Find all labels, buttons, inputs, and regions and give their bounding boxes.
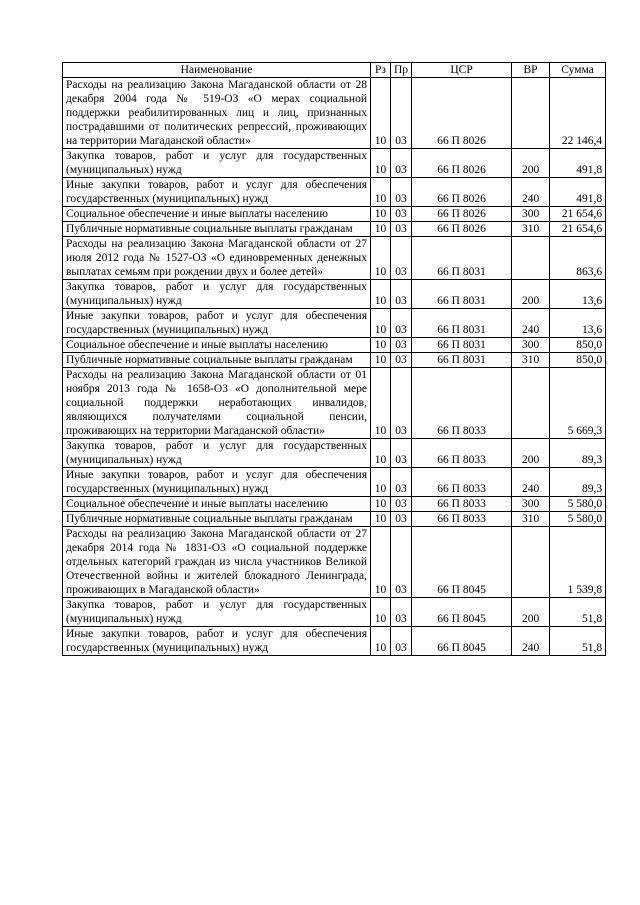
row-rz: 10 (371, 468, 391, 497)
table-row (63, 280, 606, 309)
header-sum: Сумма (550, 63, 606, 78)
row-csr: 66 П 8026 (412, 207, 512, 222)
row-pr: 03 (391, 468, 412, 497)
row-pr: 03 (391, 78, 412, 149)
row-name: Социальное обеспечение и иные выплаты населению (63, 207, 371, 222)
row-sum: 22 146,4 (550, 78, 606, 149)
row-name: Закупка товаров, работ и услуг для государственных (муниципальных) нужд (63, 439, 371, 468)
header-rz: Рз (371, 63, 391, 78)
row-pr: 03 (391, 497, 412, 512)
row-name: Расходы на реализацию Закона Магаданской области от 27 декабря 2014 года № 1831-ОЗ «О социальной поддержке отдельных категорий граждан из числа участников Великой Отечественной войны и жителей блокадного Ленинграда, проживающих в Магаданской области» (63, 527, 371, 598)
row-csr: 66 П 8033 (412, 512, 512, 527)
row-pr: 03 (391, 149, 412, 178)
row-csr: 66 П 8026 (412, 178, 512, 207)
row-name: Закупка товаров, работ и услуг для государственных (муниципальных) нужд (63, 598, 371, 627)
row-rz: 10 (371, 309, 391, 338)
row-csr: 66 П 8033 (412, 497, 512, 512)
row-rz: 10 (371, 237, 391, 280)
row-name: Социальное обеспечение и иные выплаты населению (63, 497, 371, 512)
row-sum: 863,6 (550, 237, 606, 280)
row-rz: 10 (371, 497, 391, 512)
budget-table (62, 62, 606, 656)
row-sum: 850,0 (550, 338, 606, 353)
row-csr: 66 П 8026 (412, 149, 512, 178)
budget-page (62, 62, 606, 656)
row-csr: 66 П 8033 (412, 439, 512, 468)
row-rz: 10 (371, 78, 391, 149)
row-name: Публичные нормативные социальные выплаты гражданам (63, 512, 371, 527)
table-row (63, 598, 606, 627)
header-name: Наименование (63, 63, 371, 78)
row-vr: 310 (512, 222, 550, 237)
row-sum: 13,6 (550, 280, 606, 309)
row-name: Расходы на реализацию Закона Магаданской области от 28 декабря 2004 года № 519-ОЗ «О мерах социальной поддержки реабилитированных лиц и лиц, признанных пострадавшими от политических репрессий, проживающих на территории Магаданской области» (63, 78, 371, 149)
row-name: Закупка товаров, работ и услуг для государственных (муниципальных) нужд (63, 149, 371, 178)
row-name: Иные закупки товаров, работ и услуг для обеспечения государственных (муниципальных) нужд (63, 627, 371, 656)
row-name: Расходы на реализацию Закона Магаданской области от 27 июля 2012 года № 1527-ОЗ «О единовременных денежных выплатах семьям при рождении двух и более детей» (63, 237, 371, 280)
header-csr: ЦСР (412, 63, 512, 78)
table-row (63, 512, 606, 527)
row-name: Расходы на реализацию Закона Магаданской области от 01 ноября 2013 года № 1658-ОЗ «О дополнительной мере социальной поддержки неработающих инвалидов, являющихся получателями социальной пенсии, проживающих на территории Магаданской области» (63, 368, 371, 439)
row-vr: 240 (512, 178, 550, 207)
row-vr: 200 (512, 439, 550, 468)
row-name: Публичные нормативные социальные выплаты гражданам (63, 353, 371, 368)
row-sum: 491,8 (550, 178, 606, 207)
header-vr: ВР (512, 63, 550, 78)
row-pr: 03 (391, 222, 412, 237)
row-csr: 66 П 8031 (412, 353, 512, 368)
table-row (63, 527, 606, 598)
table-row (63, 468, 606, 497)
row-name: Закупка товаров, работ и услуг для государственных (муниципальных) нужд (63, 280, 371, 309)
row-vr: 300 (512, 207, 550, 222)
row-name: Публичные нормативные социальные выплаты гражданам (63, 222, 371, 237)
row-rz: 10 (371, 598, 391, 627)
row-rz: 10 (371, 222, 391, 237)
table-row (63, 353, 606, 368)
row-csr: 66 П 8045 (412, 527, 512, 598)
row-vr: 240 (512, 468, 550, 497)
row-csr: 66 П 8031 (412, 237, 512, 280)
header-pr: Пр (391, 63, 412, 78)
table-row (63, 338, 606, 353)
row-vr: 310 (512, 353, 550, 368)
row-sum: 51,8 (550, 598, 606, 627)
row-csr: 66 П 8033 (412, 468, 512, 497)
row-pr: 03 (391, 512, 412, 527)
row-name: Иные закупки товаров, работ и услуг для обеспечения государственных (муниципальных) нужд (63, 178, 371, 207)
row-csr: 66 П 8033 (412, 368, 512, 439)
row-csr: 66 П 8026 (412, 222, 512, 237)
row-rz: 10 (371, 353, 391, 368)
row-csr: 66 П 8031 (412, 309, 512, 338)
row-rz: 10 (371, 280, 391, 309)
row-name: Иные закупки товаров, работ и услуг для обеспечения государственных (муниципальных) нужд (63, 309, 371, 338)
row-vr (512, 237, 550, 280)
row-pr: 03 (391, 280, 412, 309)
row-vr: 300 (512, 338, 550, 353)
table-row (63, 178, 606, 207)
row-vr: 310 (512, 512, 550, 527)
row-rz: 10 (371, 627, 391, 656)
table-row (63, 237, 606, 280)
row-rz: 10 (371, 207, 391, 222)
row-csr: 66 П 8031 (412, 338, 512, 353)
row-sum: 491,8 (550, 149, 606, 178)
table-row (63, 439, 606, 468)
table-row (63, 497, 606, 512)
row-sum: 89,3 (550, 468, 606, 497)
row-sum: 5 580,0 (550, 512, 606, 527)
row-sum: 5 580,0 (550, 497, 606, 512)
row-pr: 03 (391, 178, 412, 207)
row-pr: 03 (391, 309, 412, 338)
table-row (63, 627, 606, 656)
row-pr: 03 (391, 207, 412, 222)
row-csr: 66 П 8026 (412, 78, 512, 149)
row-rz: 10 (371, 178, 391, 207)
row-vr (512, 78, 550, 149)
row-rz: 10 (371, 439, 391, 468)
row-rz: 10 (371, 527, 391, 598)
row-rz: 10 (371, 512, 391, 527)
table-row (63, 207, 606, 222)
row-sum: 850,0 (550, 353, 606, 368)
row-vr (512, 527, 550, 598)
row-pr: 03 (391, 237, 412, 280)
row-vr: 200 (512, 149, 550, 178)
row-name: Социальное обеспечение и иные выплаты населению (63, 338, 371, 353)
row-sum: 13,6 (550, 309, 606, 338)
row-vr: 200 (512, 280, 550, 309)
row-csr: 66 П 8031 (412, 280, 512, 309)
row-pr: 03 (391, 598, 412, 627)
row-sum: 51,8 (550, 627, 606, 656)
row-pr: 03 (391, 439, 412, 468)
row-csr: 66 П 8045 (412, 627, 512, 656)
row-sum: 89,3 (550, 439, 606, 468)
row-rz: 10 (371, 338, 391, 353)
table-row (63, 78, 606, 149)
row-rz: 10 (371, 149, 391, 178)
row-vr: 240 (512, 309, 550, 338)
row-csr: 66 П 8045 (412, 598, 512, 627)
row-vr: 240 (512, 627, 550, 656)
table-row (63, 149, 606, 178)
table-row (63, 222, 606, 237)
row-vr (512, 368, 550, 439)
row-pr: 03 (391, 527, 412, 598)
row-sum: 21 654,6 (550, 207, 606, 222)
row-vr: 300 (512, 497, 550, 512)
row-sum: 5 669,3 (550, 368, 606, 439)
table-header-row (63, 63, 606, 78)
row-rz: 10 (371, 368, 391, 439)
row-sum: 1 539,8 (550, 527, 606, 598)
row-name: Иные закупки товаров, работ и услуг для обеспечения государственных (муниципальных) нужд (63, 468, 371, 497)
row-pr: 03 (391, 627, 412, 656)
row-vr: 200 (512, 598, 550, 627)
row-sum: 21 654,6 (550, 222, 606, 237)
table-row (63, 368, 606, 439)
table-row (63, 309, 606, 338)
row-pr: 03 (391, 368, 412, 439)
row-pr: 03 (391, 338, 412, 353)
row-pr: 03 (391, 353, 412, 368)
